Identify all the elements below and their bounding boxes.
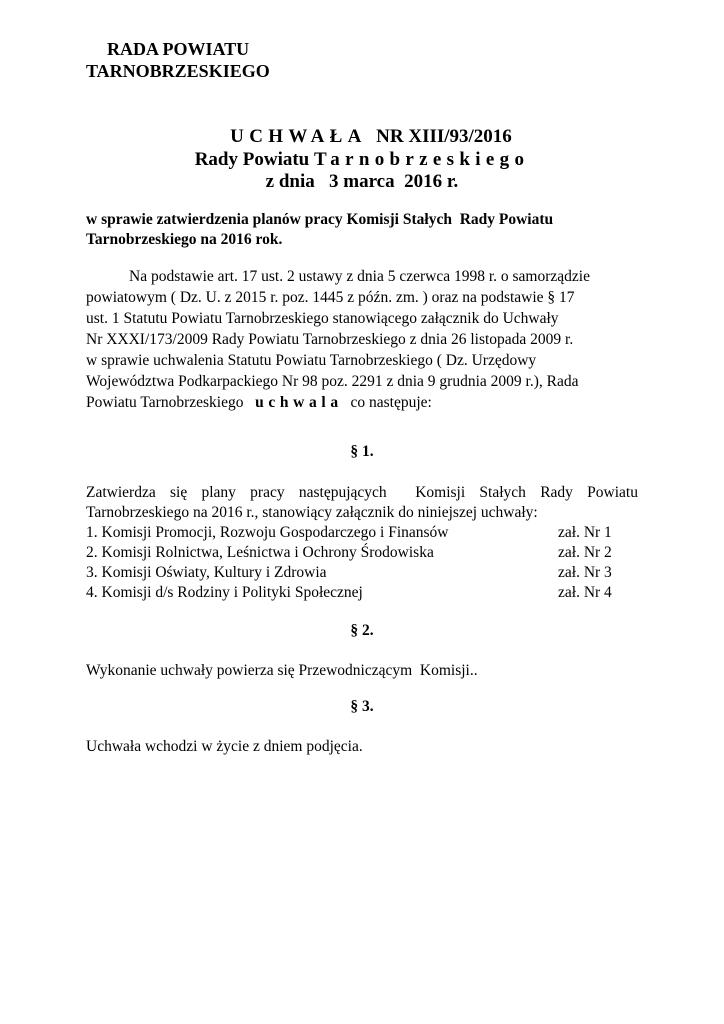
council-line bbox=[0, 149, 724, 172]
section-3-mark: § 3. bbox=[350, 698, 374, 715]
basis-line-5: w sprawie uchwalenia Statutu Powiatu Tarnobrzeskiego ( Dz. Urzędowy bbox=[86, 352, 537, 369]
basis-line-2: powiatowym ( Dz. U. z 2015 r. poz. 1445 z późn. zm. ) oraz na podstawie § 17 bbox=[86, 289, 575, 306]
basis-line-6: Województwa Podkarpackiego Nr 98 poz. 2291 z dnia 9 grudnia 2009 r.), Rada bbox=[86, 373, 579, 390]
attachment-ref: zał. Nr 3 bbox=[558, 564, 612, 581]
list-item bbox=[86, 543, 646, 563]
resolution-word: UCHWAŁA bbox=[230, 126, 367, 147]
section-2-text: Wykonanie uchwały powierza się Przewodniczącym Komisji.. bbox=[86, 662, 478, 679]
section-1-mark: § 1. bbox=[350, 443, 374, 460]
basis-line-7-pre: Powiatu Tarnobrzeskiego bbox=[86, 394, 244, 411]
attachment-ref: zał. Nr 1 bbox=[558, 524, 612, 541]
resolution-subject bbox=[86, 210, 646, 250]
basis-line-4: Nr XXXI/173/2009 Rady Powiatu Tarnobrzeskiego z dnia 26 listopada 2009 r. bbox=[86, 331, 574, 348]
issuer-line-1: RADA POWIATU bbox=[107, 39, 250, 59]
council-name: Tarnobrzeskiego bbox=[314, 148, 530, 170]
section-2-mark: § 2. bbox=[350, 622, 374, 639]
attachment-ref: zał. Nr 4 bbox=[558, 584, 612, 601]
attachment-ref: zał. Nr 2 bbox=[558, 544, 612, 561]
section-1-intro bbox=[86, 483, 638, 523]
basis-line-3: ust. 1 Statutu Powiatu Tarnobrzeskiego stanowiącego załącznik do Uchwały bbox=[86, 310, 559, 327]
committee-name: 4. Komisji d/s Rodziny i Polityki Społecznej bbox=[86, 584, 363, 601]
legal-basis-paragraph bbox=[86, 266, 646, 413]
resolution-number: NR XIII/93/2016 bbox=[376, 126, 512, 147]
basis-line-7-post: co następuje: bbox=[350, 394, 432, 411]
issuer-header bbox=[86, 38, 270, 82]
committee-list bbox=[86, 523, 646, 603]
section-1-intro-line-1: Zatwierdza się plany pracy następujących Komisji Stałych Rady Powiatu bbox=[86, 484, 638, 501]
list-item bbox=[86, 523, 646, 543]
issuer-line-2: TARNOBRZESKIEGO bbox=[86, 61, 270, 81]
council-prefix: Rady Powiatu bbox=[194, 148, 310, 170]
list-item bbox=[86, 563, 646, 583]
resolves-keyword: uchwala bbox=[255, 394, 343, 411]
list-item bbox=[86, 583, 646, 603]
committee-name: 3. Komisji Oświaty, Kultury i Zdrowia bbox=[86, 564, 327, 581]
section-3-text: Uchwała wchodzi w życie z dniem podjęcia. bbox=[86, 738, 363, 755]
committee-name: 2. Komisji Rolnictwa, Leśnictwa i Ochrony Środowiska bbox=[86, 544, 434, 561]
subject-line-1: w sprawie zatwierdzenia planów pracy Komisji Stałych Rady Powiatu bbox=[86, 211, 554, 228]
resolution-number-line bbox=[0, 126, 724, 149]
subject-line-2: Tarnobrzeskiego na 2016 rok. bbox=[86, 231, 283, 248]
resolution-title bbox=[0, 126, 724, 194]
basis-line-7 bbox=[86, 392, 646, 413]
resolution-date: z dnia 3 marca 2016 r. bbox=[265, 171, 459, 192]
section-1-intro-line-2: Tarnobrzeskiego na 2016 r., stanowiący załącznik do niniejszej uchwały: bbox=[86, 504, 538, 521]
basis-line-1: Na podstawie art. 17 ust. 2 ustawy z dnia 5 czerwca 1998 r. o samorządzie bbox=[129, 268, 590, 285]
committee-name: 1. Komisji Promocji, Rozwoju Gospodarczego i Finansów bbox=[86, 524, 449, 541]
